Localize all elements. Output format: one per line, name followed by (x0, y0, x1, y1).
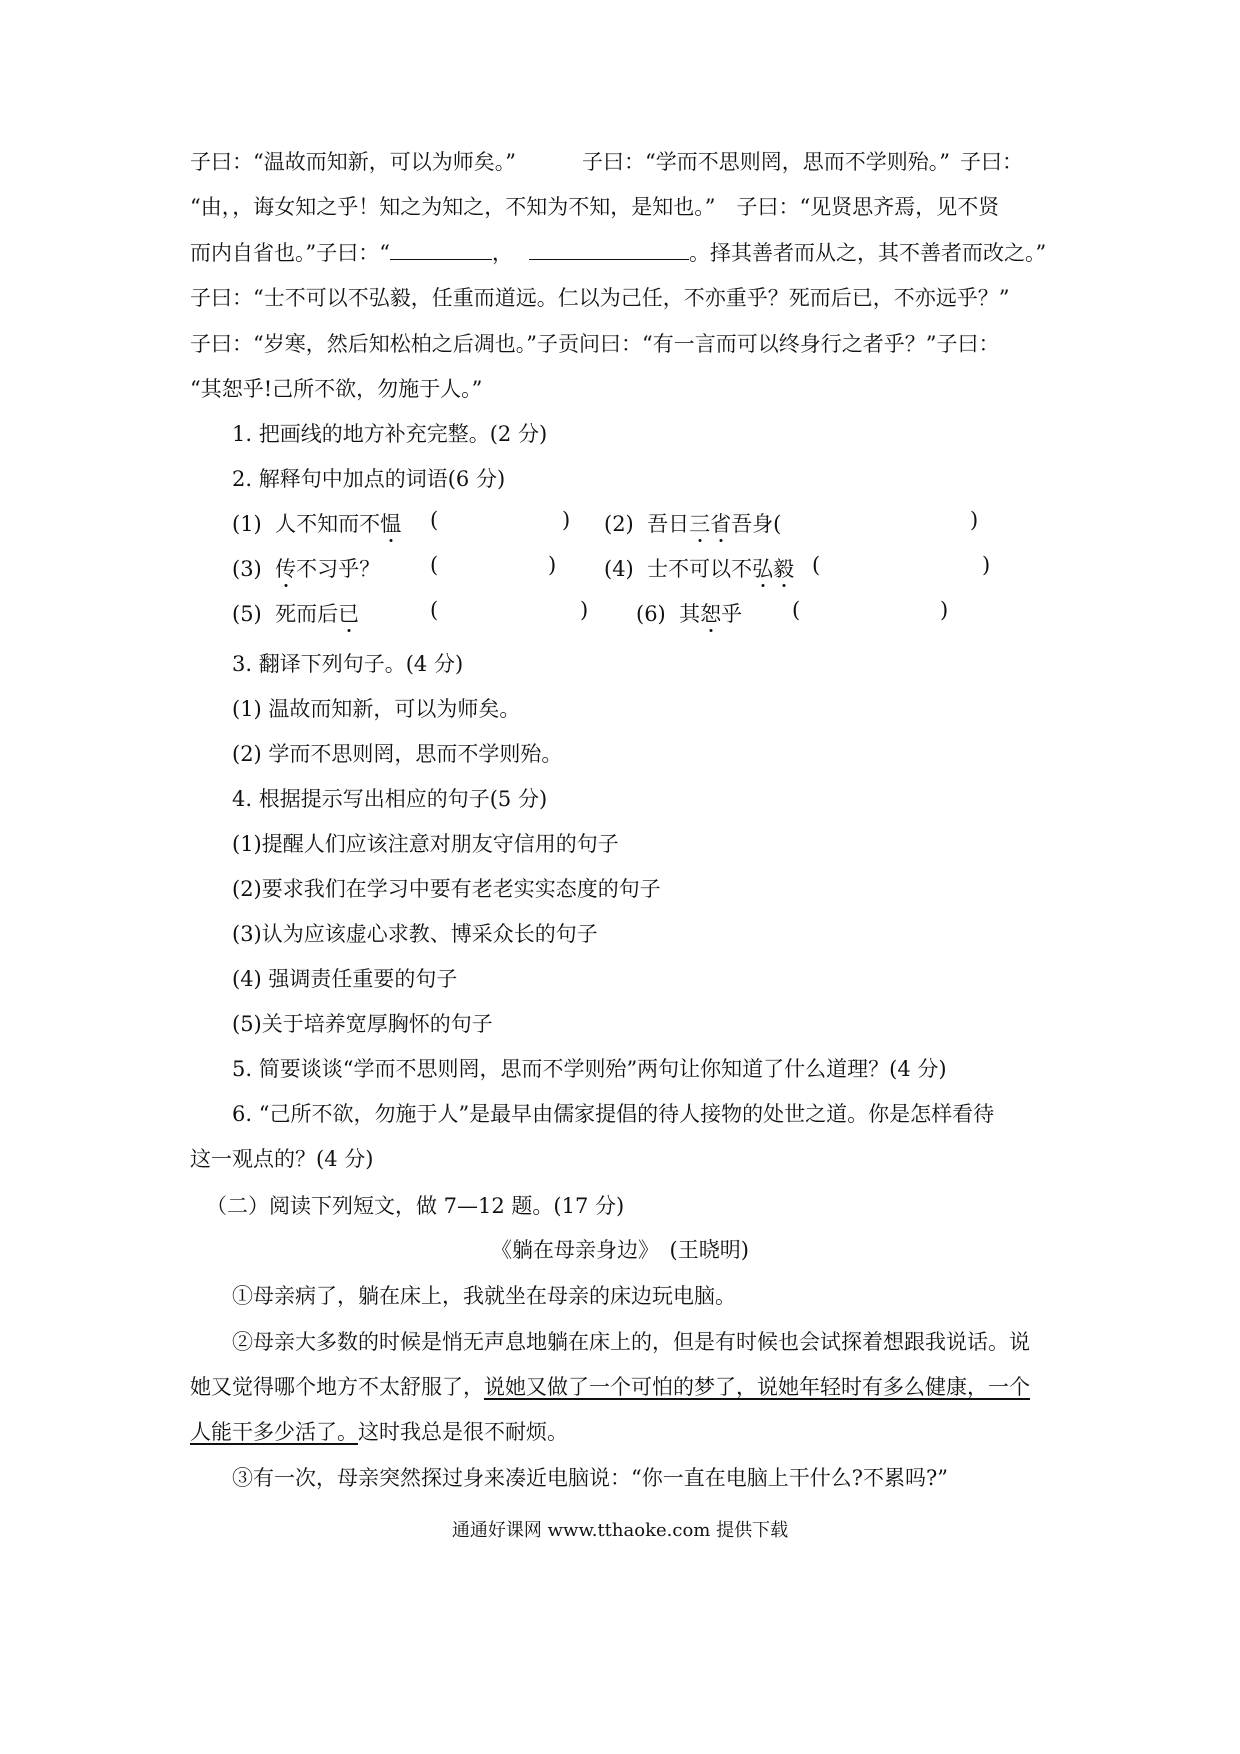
question-3-item-2: (2) 学而不思则罔，思而不学则殆。 (232, 742, 563, 766)
q2-item-5: (5) 死而后已 (232, 602, 360, 626)
quote-2: 子曰：“学而不思则罔，思而不学则殆。” (581, 150, 950, 174)
q2-item-1: (1) 人不知而不愠 (232, 512, 402, 536)
essay-paragraph-3: ③有一次，母亲突然探过身来凑近电脑说：“你一直在电脑上干什么?不累吗?” (232, 1466, 948, 1490)
passage-line-2: “由，，诲女知之乎！知之为知之，不知为不知，是知也。” 子曰：“见贤思齐焉，见不贤 (190, 195, 1000, 219)
essay-paragraph-1: ①母亲病了，躺在床上，我就坐在母亲的床边玩电脑。 (232, 1284, 736, 1308)
document-page: 子曰：“温故而知新，可以为师矣。” 子曰：“学而不思则罔，思而不学则殆。” 子曰： “由，，诲女知之乎！知之为知之，不知为不知，是知也。” 子曰：“见贤思齐焉，见不贤 而内自省也。”子曰：“ ， 。择其善者而从之，其不善者而改之。” 子曰：“士不可以不弘毅，任重而道远。仁以为己任，不亦重乎？死而后已，不亦远乎？” 子曰：“岁寒，然后知松柏之后凋也。”子贡问曰：“有一言而可以终身行之者乎？”子曰： “其恕乎!己所不欲，勿施于人。” 1. 把画线的地方补充完整。(2 分) 2. 解释句中加点的词语(6 分) (1) 人不知而不愠 ( ) (2) 吾日三省吾身( ) (3) 传不习乎？ ( ) (4) 士不可以不弘毅 ( ) (5) 死而后已 ( ) (6) 其恕乎 ( ) 3. 翻译下列句子。(4 分) (1) 温故而知新，可以为师矣。 (2) 学而不思则罔，思而不学则殆。 4. 根据提示写出相应的句子(5 分) (1)提醒人们应该注意对朋友守信用的句子 (2)要求我们在学习中要有老老实实态度的句子 (3)认为应该虚心求教、博采众长的句子 (4) 强调责任重要的句子 (5)关于培养宽厚胸怀的句子 5. 简要谈谈“学而不思则罔，思而不学则殆”两句让你知道了什么道理？(4 分) 6. “己所不欲，勿施于人”是最早由儒家提倡的待人接物的处世之道。你是怎样看待 这一观点的？(4 分) （二）阅读下列短文，做 7—12 题。(17 分) 《躺在母亲身边》 (王晓明) ①母亲病了，躺在床上，我就坐在母亲的床边玩电脑。 ②母亲大多数的时候是悄无声息地躺在床上的，但是有时候也会试探着想跟我说话。说 她又觉得哪个地方不太舒服了，说她又做了一个可怕的梦了，说她年轻时有多么健康，一个 人能干多少活了。这时我总是很不耐烦。 ③有一次，母亲突然探过身来凑近电脑说：“你一直在电脑上干什么?不累吗?” 通通好课网 www.tthaoke.com 提供下载 (0, 0, 1240, 1754)
section-heading: （二）阅读下列短文，做 7—12 题。(17 分) (206, 1194, 625, 1218)
dotted-word: 愠 (380, 512, 402, 536)
quote-3-start: 子曰： (959, 150, 1023, 174)
passage-line-6: “其恕乎!己所不欲，勿施于人。” (190, 377, 483, 401)
underlined-sentence-end: 人能干多少活了。 (190, 1420, 358, 1444)
essay-title: 《躺在母亲身边》 (王晓明) (491, 1238, 749, 1262)
question-6: 6. “己所不欲，勿施于人”是最早由儒家提倡的待人接物的处世之道。你是怎样看待 (232, 1102, 995, 1126)
fill-blank-1[interactable] (390, 241, 492, 260)
q2-item-3: (3) 传不习乎？ (232, 557, 381, 581)
quote-1: 子曰：“温故而知新，可以为师矣。” (190, 150, 516, 174)
question-4-item-4: (4) 强调责任重要的句子 (232, 967, 458, 991)
page-footer: 通通好课网 www.tthaoke.com 提供下载 (451, 1520, 789, 1541)
question-2: 2. 解释句中加点的词语(6 分) (232, 467, 506, 491)
passage-line-4: 子曰：“士不可以不弘毅，任重而道远。仁以为己任，不亦重乎？死而后已，不亦远乎？” (190, 286, 1010, 310)
passage-line-5: 子曰：“岁寒，然后知松柏之后凋也。”子贡问曰：“有一言而可以终身行之者乎？”子曰： (190, 332, 1000, 356)
question-4-item-5: (5)关于培养宽厚胸怀的句子 (232, 1012, 493, 1036)
essay-paragraph-2-line-2: 她又觉得哪个地方不太舒服了，说她又做了一个可怕的梦了，说她年轻时有多么健康，一个 (190, 1375, 1030, 1399)
essay-paragraph-2-line-3: 人能干多少活了。这时我总是很不耐烦。 (190, 1420, 568, 1444)
passage-line-1 (190, 146, 1023, 176)
underlined-sentence: 说她又做了一个可怕的梦了，说她年轻时有多么健康，一个 (484, 1375, 1030, 1399)
question-4: 4. 根据提示写出相应的句子(5 分) (232, 787, 548, 811)
passage-line-3: 而内自省也。”子曰：“ ， 。择其善者而从之，其不善者而改之。” (190, 241, 1047, 265)
q2-item-6: (6) 其恕乎 (636, 602, 743, 626)
fill-blank-2[interactable] (529, 241, 689, 260)
question-6-cont: 这一观点的？(4 分) (190, 1147, 374, 1171)
q2-item-4: (4) 士不可以不弘毅 (604, 557, 795, 581)
question-4-item-3: (3)认为应该虚心求教、博采众长的句子 (232, 922, 598, 946)
essay-paragraph-2: ②母亲大多数的时候是悄无声息地躺在床上的，但是有时候也会试探着想跟我说话。说 (232, 1330, 1030, 1354)
q2-item-2: (2) 吾日三省吾身( (604, 512, 782, 536)
question-4-item-2: (2)要求我们在学习中要有老老实实态度的句子 (232, 877, 661, 901)
question-4-item-1: (1)提醒人们应该注意对朋友守信用的句子 (232, 832, 619, 856)
question-1: 1. 把画线的地方补充完整。(2 分) (232, 422, 548, 446)
question-3-item-1: (1) 温故而知新，可以为师矣。 (232, 697, 521, 721)
question-5: 5. 简要谈谈“学而不思则罔，思而不学则殆”两句让你知道了什么道理？(4 分) (232, 1057, 947, 1081)
question-3: 3. 翻译下列句子。(4 分) (232, 652, 464, 676)
